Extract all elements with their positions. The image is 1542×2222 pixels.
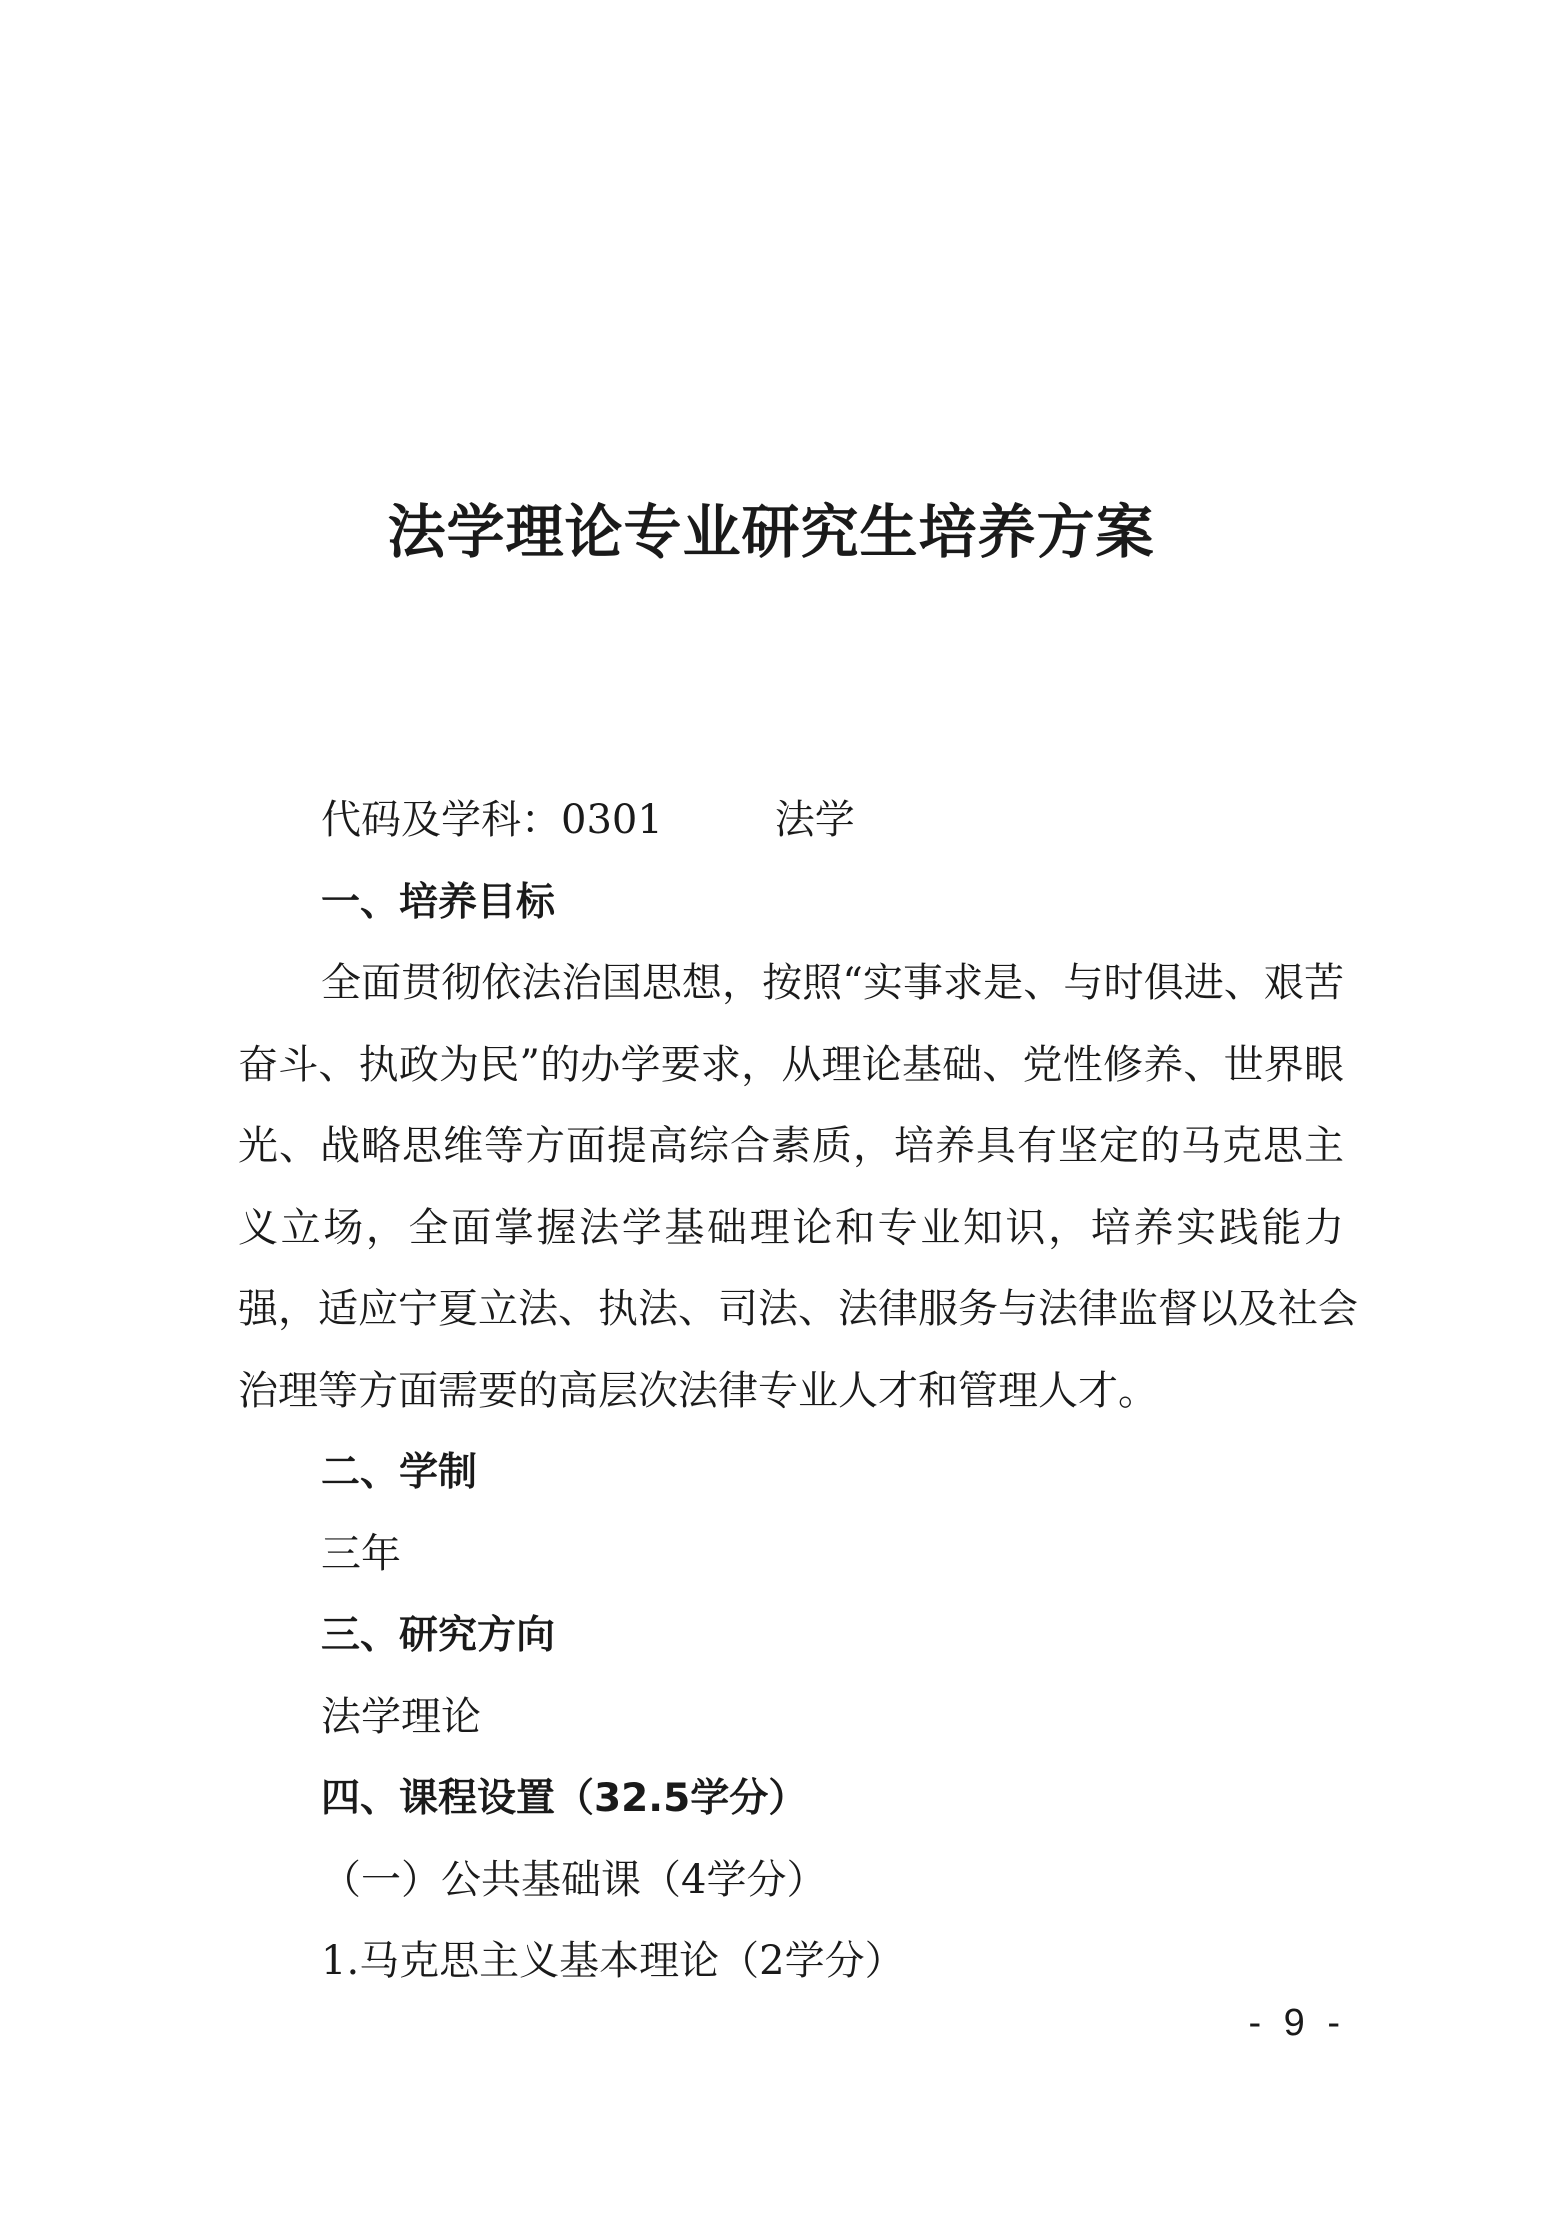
page-number: - 9 - <box>1248 2002 1346 2044</box>
section-heading-duration: 二、学制 <box>321 1450 478 1495</box>
goal-paragraph-line: 义立场，全面掌握法学基础理论和专业知识，培养实践能力 <box>238 1204 1344 1251</box>
duration-value: 三年 <box>321 1530 401 1577</box>
goal-paragraph-line: 全面贯彻依法治国思想，按照“实事求是、与时俱进、艰苦 <box>321 960 1344 1006</box>
goal-paragraph-line: 光、战略思维等方面提高综合素质，培养具有坚定的马克思主 <box>238 1123 1344 1169</box>
subject-code-label: 代码及学科：0301 <box>321 797 663 843</box>
subject-name: 法学 <box>774 797 855 843</box>
subsection-public-courses: （一）公共基础课（4学分） <box>321 1856 827 1903</box>
document-body <box>238 780 1358 2003</box>
section-heading-courses: 四、课程设置（32.5学分） <box>321 1776 808 1821</box>
subject-code-line <box>238 780 1344 862</box>
course-item: 1.马克思主义基本理论（2学分） <box>321 1938 905 1984</box>
direction-value: 法学理论 <box>321 1693 481 1740</box>
section-heading-goal: 一、培养目标 <box>321 879 556 925</box>
goal-paragraph-line: 强，适应宁夏立法、执法、司法、法律服务与法律监督以及社会 <box>238 1286 1358 1332</box>
goal-paragraph-line: 奋斗、执政为民”的办学要求，从理论基础、党性修养、世界眼 <box>238 1041 1344 1088</box>
section-heading-direction: 三、研究方向 <box>321 1613 556 1658</box>
goal-paragraph-line: 治理等方面需要的高层次法律专业人才和管理人才。 <box>238 1367 1158 1414</box>
page-title: 法学理论专业研究生培养方案 <box>387 498 1155 566</box>
